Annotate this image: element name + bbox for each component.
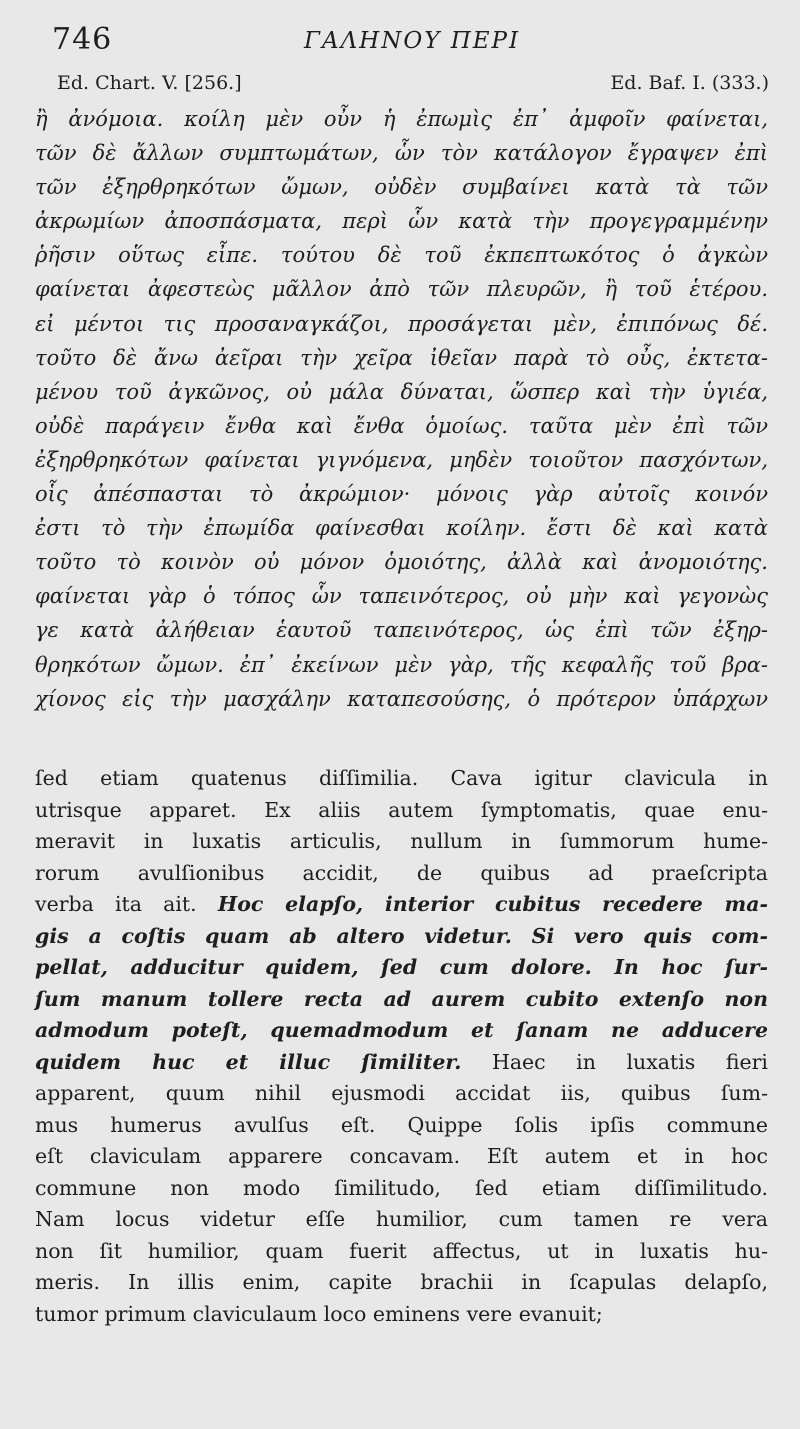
latin-line [35, 1141, 768, 1173]
latin-line [35, 1047, 768, 1079]
latin-line [35, 1236, 768, 1268]
latin-line [35, 795, 768, 827]
latin-segment: meravit in luxatis articulis, nullum in ſummorum hume- [35, 829, 768, 853]
latin-segment: ſed etiam quatenus diſſimilia. Cava igitur clavicula in [35, 766, 768, 790]
latin-italic-segment: ſum manum tollere recta ad aurem cubito extenſo non [35, 986, 768, 1011]
latin-segment: non ſit humilior, quam fuerit affectus, ut in luxatis hu- [35, 1238, 768, 1263]
latin-segment: tumor primum claviculaum loco eminens vere evanuit; [35, 1301, 603, 1326]
latin-segment: meris. In illis enim, capite brachii in ſcapulas delapſo, [35, 1270, 768, 1294]
greek-line: ἐστι τὸ τὴν ἐπωμίδα φαίνεσθαι κοίλην. ἔστι δὲ καὶ κατὰ [35, 516, 768, 541]
latin-italic-segment: admodum poteſt, quemadmodum et ſanam ne adducere [35, 1018, 768, 1042]
greek-line: τοῦτο τὸ κοινὸν οὐ μόνον ὁμοιότης, ἀλλὰ καὶ ἀνομοιότης. [35, 550, 768, 575]
latin-italic-segment: pellat, adducitur quidem, ſed cum dolore. In hoc ſur- [35, 955, 768, 979]
latin-segment: commune non modo ſimilitudo, ſed etiam diſſimilitudo. [35, 1175, 768, 1200]
latin-segment: apparent, quum nihil ejusmodi accidat iis, quibus ſum- [35, 1081, 768, 1105]
greek-line: ῥῆσιν οὕτως εἶπε. τούτου δὲ τοῦ ἐκπεπτωκότος ὁ ἀγκὼν [35, 243, 768, 268]
latin-line [35, 1110, 768, 1142]
latin-italic-segment: gis a coſtis quam ab altero videtur. Si vero quis com- [35, 923, 768, 948]
latin-line [35, 889, 768, 921]
latin-segment: utrisque apparet. Ex aliis autem ſymptomatis, quae enu- [35, 797, 768, 822]
greek-line: τῶν ἐξηρθρηκότων ὤμων, οὐδὲν συμβαίνει κατὰ τὰ τῶν [35, 175, 768, 200]
latin-line [35, 1078, 768, 1110]
latin-line [35, 1204, 768, 1236]
greek-line: χίονος εἰς τὴν μασχάλην καταπεσούσης, ὁ πρότερον ὑπάρχων [35, 686, 768, 711]
running-head [52, 22, 772, 62]
latin-line [35, 1267, 768, 1299]
edition-reference-basel: Ed. Baf. I. (333.) [610, 72, 769, 94]
greek-line: οὐδὲ παράγειν ἔνθα καὶ ἔνθα ὁμοίως. ταῦτα μὲν ἐπὶ τῶν [35, 413, 768, 438]
greek-line: ἢ ἀνόμοια. κοίλη μὲν οὖν ἡ ἐπωμὶς ἐπ᾽ ἀμφοῖν φαίνεται, [35, 107, 768, 131]
page-number: 746 [52, 22, 113, 57]
latin-italic-segment: quidem huc et illuc ſimiliter. [35, 1049, 462, 1074]
edition-reference-line [57, 72, 769, 100]
latin-line [35, 1299, 768, 1331]
latin-line [35, 1173, 768, 1205]
greek-line: εἰ μέντοι τις προσαναγκάζοι, προσάγεται μὲν, ἐπιπόνως δέ. [35, 311, 768, 336]
latin-segment: eſt claviculam apparere concavam. Eſt autem et in hoc [35, 1144, 768, 1168]
latin-line [35, 763, 768, 795]
latin-line [35, 1015, 768, 1047]
latin-segment: rorum avulſionibus accidit, de quibus ad praeſcripta [35, 860, 768, 885]
edition-reference-chartier: Ed. Chart. V. [256.] [57, 72, 242, 94]
greek-line: φαίνεται ἀφεστεὼς μᾶλλον ἀπὸ τῶν πλευρῶν, ἢ τοῦ ἑτέρου. [35, 277, 768, 302]
latin-line [35, 858, 768, 890]
greek-line: μένου τοῦ ἀγκῶνος, οὐ μάλα δύναται, ὥσπερ καὶ τὴν ὑγιέα, [35, 379, 768, 404]
latin-line [35, 826, 768, 858]
greek-line: τῶν δὲ ἄλλων συμπτωμάτων, ὧν τὸν κατάλογον ἔγραψεν ἐπὶ [35, 141, 768, 166]
latin-line [35, 921, 768, 953]
latin-line [35, 984, 768, 1016]
greek-line: θρηκότων ὤμων. ἐπ᾽ ἐκείνων μὲν γὰρ, τῆς κεφαλῆς τοῦ βρα- [35, 652, 768, 677]
latin-segment: verba ita ait. [35, 892, 218, 916]
greek-line: τοῦτο δὲ ἄνω ἀεῖραι τὴν χεῖρα ἰθεῖαν παρὰ τὸ οὖς, ἐκτετα- [35, 345, 768, 370]
latin-segment: Haec in luxatis fieri [461, 1049, 768, 1074]
greek-line: γε κατὰ ἀλήθειαν ἑαυτοῦ ταπεινότερος, ὡς ἐπὶ τῶν ἐξηρ- [35, 618, 768, 643]
greek-text-block [35, 102, 768, 716]
latin-line [35, 952, 768, 984]
greek-line: ἀκρωμίων ἀποσπάσματα, περὶ ὧν κατὰ τὴν προγεγραμμένην [35, 209, 768, 234]
greek-line: ἐξηρθρηκότων φαίνεται γιγνόμενα, μηδὲν τοιοῦτον πασχόντων, [35, 447, 768, 472]
greek-line: οἷς ἀπέσπασται τὸ ἀκρώμιον· μόνοις γὰρ αὐτοῖς κοινόν [35, 482, 768, 507]
latin-text-block [35, 763, 768, 1330]
latin-segment: mus humerus avulſus eſt. Quippe ſolis ipſis commune [35, 1112, 768, 1137]
latin-italic-segment: Hoc elapſo, interior cubitus recedere ma- [217, 892, 768, 916]
latin-segment: Nam locus videtur eſſe humilior, cum tamen re vera [35, 1207, 768, 1231]
greek-line: φαίνεται γὰρ ὁ τόπος ὧν ταπεινότερος, οὐ μὴν καὶ γεγονὼς [35, 584, 768, 609]
running-title: ΓΑΛΗΝΟΥ ΠΕΡΙ [304, 28, 521, 54]
